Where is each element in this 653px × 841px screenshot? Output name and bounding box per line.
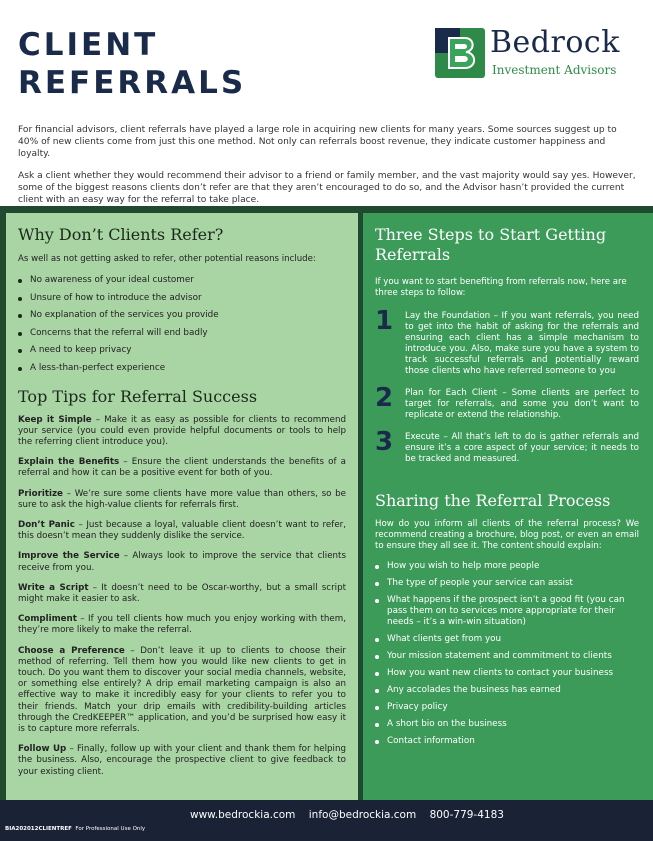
sharing-list-item: How you wish to help more people xyxy=(375,561,639,572)
tip-term: Write a Script xyxy=(18,582,89,593)
steps-heading: Three Steps to Start Getting Referrals xyxy=(375,225,607,264)
sharing-lead: How do you inform all clients of the referral process? We recommend creating a brochure, blog post, or even an email to ensure they all see it. The content should explain: xyxy=(375,519,639,551)
intro xyxy=(18,124,638,216)
tip-item xyxy=(18,457,346,479)
sharing-list-item: Any accolades the business has earned xyxy=(375,685,639,696)
tip-text: – If you tell clients how much you enjoy working with them, they’re more likely to make the referral. xyxy=(18,614,346,636)
step-text: Plan for Each Client – Some clients are perfect to target for referrals, and some you don’t want to replicate or extend the relationship. xyxy=(405,388,639,420)
step-item xyxy=(375,427,639,465)
sharing-list-item: What happens if the prospect isn’t a good fit (you can pass them on to services more appropriate for their needs – it’s a win-win situation) xyxy=(375,595,639,628)
why-list-item: Unsure of how to introduce the advisor xyxy=(18,293,346,304)
tip-text: – It doesn’t need to be Oscar-worthy, but a small script might make it easier to ask. xyxy=(18,582,346,604)
intro-paragraph-1: For financial advisors, client referrals have played a large role in acquiring new clients for many years. Some sources suggest up to 40% of new clients come from just this one method. Not only can referrals boost revenue, they indicate customer happiness and loyalty. xyxy=(18,125,617,159)
tip-text: – Ensure the client understands the benefits of a referral and how it can be a positive event for both of you. xyxy=(18,457,346,479)
tip-text: – Make it as easy as possible for clients to recommend your service (you could even provide helpful documents or tools to help the referring client introduce you). xyxy=(18,414,346,447)
why-list-item: No awareness of your ideal customer xyxy=(18,275,346,286)
sharing-list-item: The type of people your service can assist xyxy=(375,578,639,589)
tip-term: Keep it Simple xyxy=(18,414,92,425)
disclaimer: For Professional Use Only xyxy=(75,826,146,832)
footer xyxy=(0,800,653,841)
step-number: 2 xyxy=(375,383,394,413)
tips-list xyxy=(18,415,346,778)
tip-text: – Always look to improve the service that clients receive from you. xyxy=(18,551,346,573)
why-list xyxy=(18,275,346,374)
tip-term: Explain the Benefits xyxy=(18,457,120,468)
footer-document-code xyxy=(5,826,145,832)
step-item xyxy=(375,306,639,377)
step-text: Lay the Foundation – If you want referrals, you need to get into the habit of asking for the referrals and ensuring each client has a simple mechanism to introduce you. Also, make sure you have a system to track successful referrals and potentially reward those clients who have referred someone to you xyxy=(405,311,639,376)
sharing-list-item: Your mission statement and commitment to clients xyxy=(375,651,639,662)
tip-term: Don’t Panic xyxy=(18,519,75,530)
tip-item xyxy=(18,520,346,542)
tip-term: Follow Up xyxy=(18,744,67,755)
sharing-list xyxy=(375,561,639,747)
steps-lead: If you want to start benefiting from referrals now, here are three steps to follow: xyxy=(375,277,627,298)
why-lead: As well as not getting asked to refer, other potential reasons include: xyxy=(18,254,316,264)
tip-item xyxy=(18,415,346,449)
why-list-item: A less-than-perfect experience xyxy=(18,363,346,374)
title-line-2: REFERRALS xyxy=(18,65,247,101)
why-list-item: Concerns that the referral will end badly xyxy=(18,328,346,339)
tip-item xyxy=(18,646,346,736)
step-item xyxy=(375,383,639,421)
tip-text: – Finally, follow up with your client and thank them for helping the business. Also, encourage the prospective client to give feedback to your existing client. xyxy=(18,744,346,777)
logo-name: Bedrock xyxy=(490,25,620,60)
tip-item xyxy=(18,489,346,511)
steps-list xyxy=(375,306,639,465)
page-title xyxy=(18,26,246,102)
why-list-item: A need to keep privacy xyxy=(18,345,346,356)
step-number: 3 xyxy=(375,427,394,457)
document-code: BIA202012CLIENTREF xyxy=(5,826,72,832)
why-heading: Why Don’t Clients Refer? xyxy=(18,225,224,244)
footer-phone: 800-779-4183 xyxy=(429,809,504,821)
step-number: 1 xyxy=(375,306,394,336)
sharing-list-item: How you want new clients to contact your business xyxy=(375,668,639,679)
tip-term: Choose a Preference xyxy=(18,645,125,656)
title-line-1: CLIENT xyxy=(18,27,159,63)
tip-text: – Just because a loyal, valuable client doesn’t want to refer, this doesn’t mean they suddenly dislike the service. xyxy=(18,519,346,542)
sharing-list-item: A short bio on the business xyxy=(375,719,639,730)
sharing-list-item: What clients get from you xyxy=(375,634,639,645)
tip-item xyxy=(18,551,346,573)
why-list-item: No explanation of the services you provide xyxy=(18,310,346,321)
footer-website-link[interactable]: www.bedrockia.com xyxy=(190,809,296,821)
sharing-list-item: Contact information xyxy=(375,736,639,747)
tip-term: Prioritize xyxy=(18,488,63,499)
tip-text: – Don’t leave it up to clients to choose their method of referring. Tell them how you would like new clients to get in touch. Do you want them to discover your social media channels, website, or something else entirely? A drip email marketing campaign is also an effective way to make it incredibly easy for your clients to refer you to their friends. Match your drip emails with credibility-building articles through the CredKEEPER™ application, and you’d be surprised how easy it is to capture more referrals. xyxy=(18,645,347,734)
tip-item xyxy=(18,614,346,636)
footer-email-link[interactable]: info@bedrockia.com xyxy=(308,809,417,821)
tip-item xyxy=(18,744,346,778)
tips-heading: Top Tips for Referral Success xyxy=(18,386,258,406)
header xyxy=(0,0,653,110)
bedrock-logo-icon xyxy=(435,28,485,78)
footer-contact xyxy=(190,809,514,821)
tip-item xyxy=(18,583,346,605)
right-column xyxy=(363,213,653,800)
company-logo xyxy=(435,25,640,80)
logo-subtitle: Investment Advisors xyxy=(492,63,617,77)
intro-paragraph-2: Ask a client whether they would recommend their advisor to a friend or family member, and the vast majority would say yes. However, some of the biggest reasons clients don’t refer are that they aren’t encouraged to do so, and the Advisor hasn’t provided the current client with an easy way for the referral to take place. xyxy=(18,171,636,205)
tip-term: Improve the Service xyxy=(18,551,120,562)
step-text: Execute – All that’s left to do is gather referrals and ensure it’s a core aspect of your service; it needs to be tracked and measured. xyxy=(405,432,639,464)
left-column xyxy=(6,213,358,800)
tip-term: Compliment xyxy=(18,614,77,625)
sharing-heading: Sharing the Referral Process xyxy=(375,491,611,510)
sharing-list-item: Privacy policy xyxy=(375,702,639,713)
tip-text: – We’re sure some clients have more value than others, so be sure to ask the high-value clients for referrals first. xyxy=(18,488,346,510)
